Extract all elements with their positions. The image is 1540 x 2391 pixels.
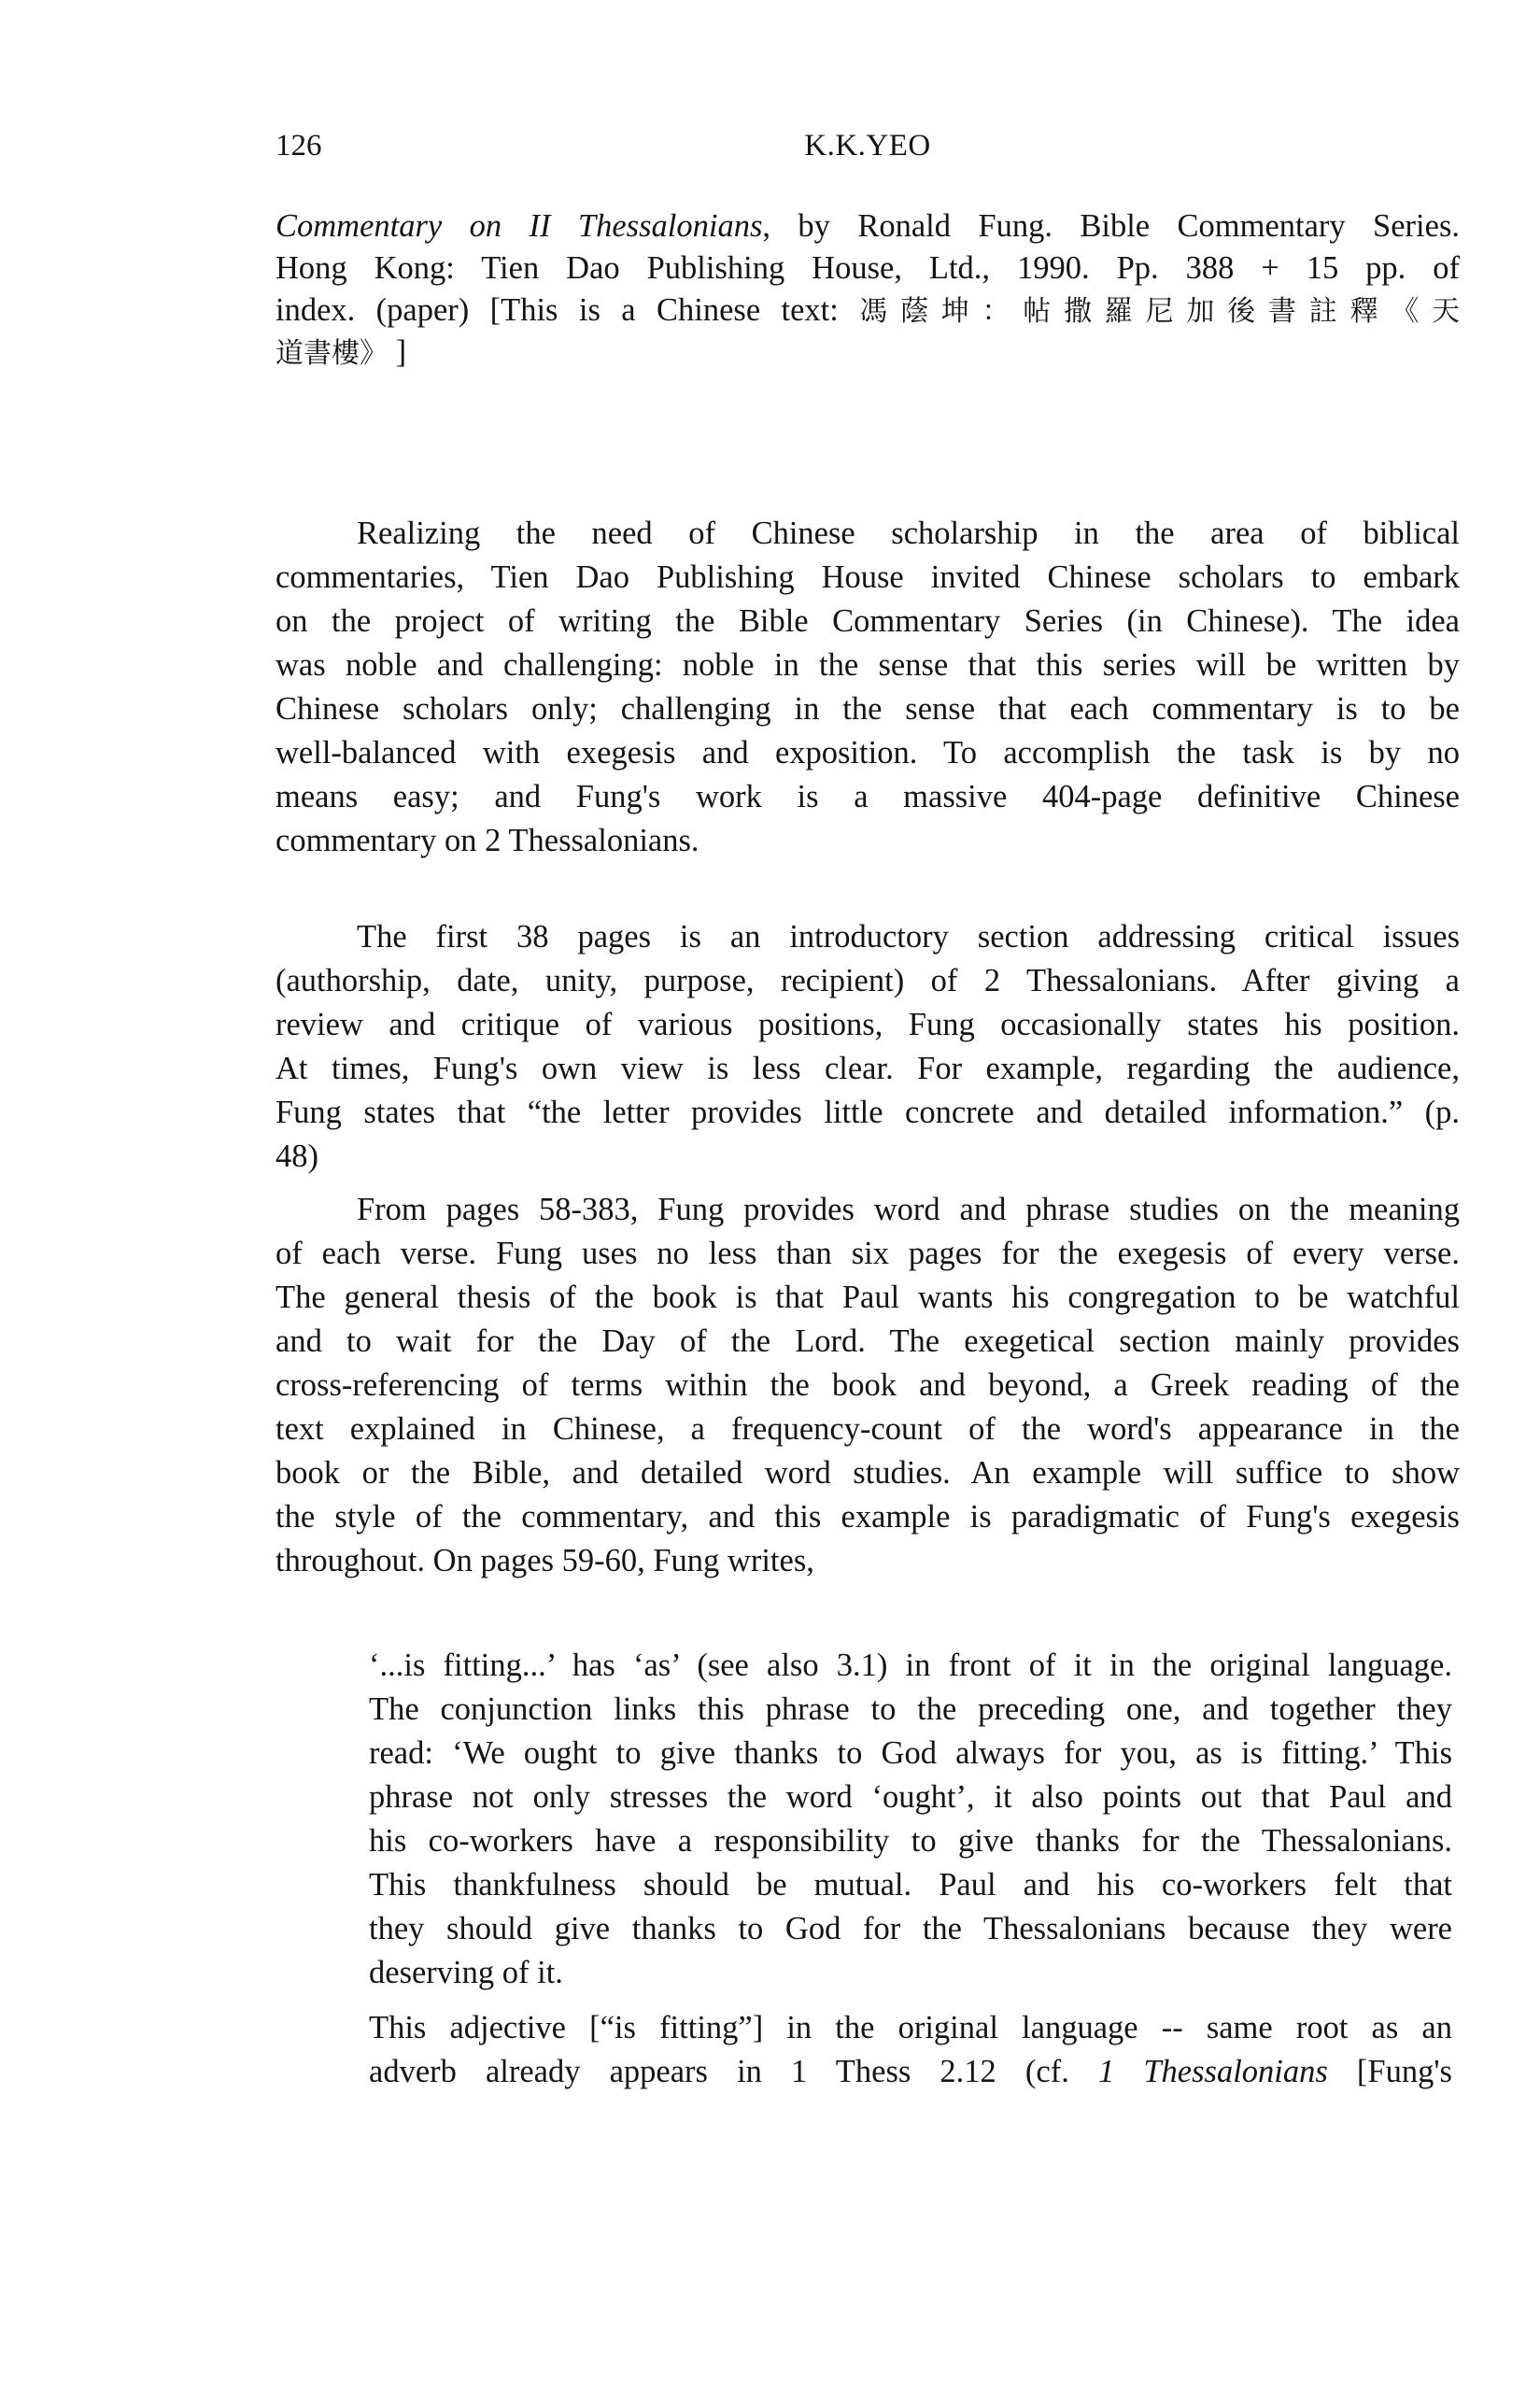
paragraph-1 — [276, 512, 1460, 863]
text-line: The first 38 pages is an introductory section addressing critical issues — [357, 919, 1460, 955]
chinese-publisher: 道書樓》 — [276, 337, 388, 370]
quote-line: This adjective [“is fitting”] in the original language -- same root as an — [369, 2010, 1452, 2045]
text-line: (authorship, date, unity, purpose, recipient) of 2 Thessalonians. After giving a — [276, 963, 1460, 998]
text-line: commentary on 2 Thessalonians. — [276, 823, 699, 858]
quote-line: they should give thanks to God for the Thessalonians because they were — [369, 1911, 1452, 1946]
page-number: 126 — [276, 129, 322, 163]
bib-line-text: , by Ronald Fung. Bible Commentary Series. — [762, 208, 1460, 244]
paragraph-3 — [276, 1188, 1460, 1583]
text-line: Fung states that “the letter provides little concrete and detailed information.” (p. — [276, 1095, 1460, 1130]
quote-text: [Fung's — [1327, 2054, 1452, 2089]
bib-line — [276, 290, 1460, 332]
quote-line: This thankfulness should be mutual. Paul and his co-workers felt that — [369, 1867, 1452, 1903]
quote-text: adverb already appears in 1 Thess 2.12 (cf. — [369, 2054, 1098, 2089]
bib-line-text: index. (paper) [This is a Chinese text: — [276, 292, 860, 328]
quote-line: his co-workers have a responsibility to give thanks for the Thessalonians. — [369, 1823, 1452, 1859]
bib-line — [276, 205, 1460, 248]
text-line: on the project of writing the Bible Commentary Series (in Chinese). The idea — [276, 603, 1460, 639]
block-quote-continued — [369, 2006, 1452, 2094]
running-header — [276, 129, 1460, 172]
paragraph-2 — [276, 915, 1460, 1179]
cited-title: 1 Thessalonians — [1097, 2054, 1328, 2089]
text-line: Chinese scholars only; challenging in the sense that each commentary is to be — [276, 691, 1460, 727]
text-line: means easy; and Fung's work is a massive 404-page definitive Chinese — [276, 779, 1460, 814]
text-line: book or the Bible, and detailed word studies. An example will suffice to show — [276, 1455, 1460, 1491]
running-title: K.K.YEO — [804, 129, 931, 163]
quote-line: phrase not only stresses the word ‘ought’, it also points out that Paul and — [369, 1779, 1452, 1815]
text-line: Realizing the need of Chinese scholarship in the area of biblical — [357, 516, 1460, 551]
text-line: the style of the commentary, and this example is paradigmatic of Fung's exegesis — [276, 1499, 1460, 1535]
text-line: of each verse. Fung uses no less than six pages for the exegesis of every verse. — [276, 1236, 1460, 1271]
chinese-title: 馮蔭坤：帖撒羅尼加後書註釋《天 — [859, 295, 1460, 328]
book-title: Commentary on II Thessalonians — [276, 208, 763, 244]
text-line: was noble and challenging: noble in the sense that this series will be written by — [276, 647, 1460, 683]
text-line: commentaries, Tien Dao Publishing House invited Chinese scholars to embark — [276, 559, 1460, 595]
block-quote — [369, 1644, 1452, 1995]
text-line: At times, Fung's own view is less clear. For example, regarding the audience, — [276, 1051, 1460, 1086]
text-line: review and critique of various positions, Fung occasionally states his position. — [276, 1007, 1460, 1042]
text-line: and to wait for the Day of the Lord. The exegetical section mainly provides — [276, 1323, 1460, 1359]
quote-line: read: ‘We ought to give thanks to God always for you, as is fitting.’ This — [369, 1735, 1452, 1771]
text-line: The general thesis of the book is that Paul wants his congregation to be watchful — [276, 1280, 1460, 1315]
bib-line: Hong Kong: Tien Dao Publishing House, Ltd., 1990. Pp. 388 + 15 pp. of — [276, 250, 1460, 286]
bib-line — [276, 332, 1460, 374]
quote-line — [369, 2050, 1452, 2094]
text-line: 48) — [276, 1139, 318, 1174]
text-line: cross-referencing of terms within the book and beyond, a Greek reading of the — [276, 1367, 1460, 1403]
text-line: well-balanced with exegesis and exposition. To accomplish the task is by no — [276, 735, 1460, 771]
bibliographic-entry — [276, 205, 1460, 374]
text-line: From pages 58-383, Fung provides word and phrase studies on the meaning — [357, 1192, 1460, 1227]
quote-line: deserving of it. — [369, 1955, 563, 1990]
text-line: text explained in Chinese, a frequency-count of the word's appearance in the — [276, 1411, 1460, 1447]
quote-line: ‘...is fitting...’ has ‘as’ (see also 3.1) in front of it in the original language. — [369, 1648, 1452, 1683]
bib-line-text: ] — [388, 334, 407, 370]
text-line: throughout. On pages 59-60, Fung writes, — [276, 1543, 814, 1578]
quote-line: The conjunction links this phrase to the preceding one, and together they — [369, 1691, 1452, 1727]
